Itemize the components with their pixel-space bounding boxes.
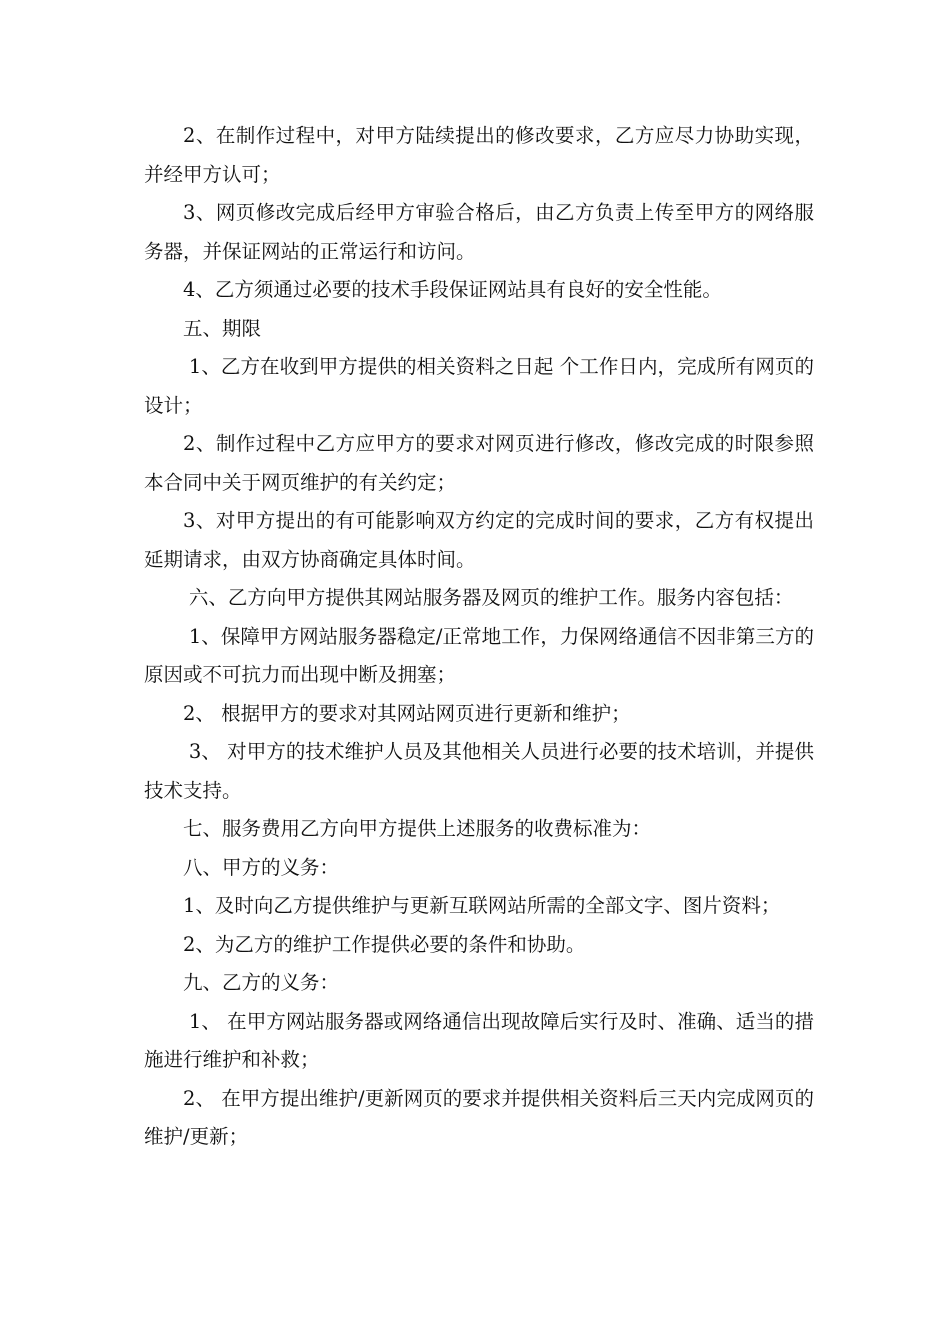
paragraph: 4、乙方须通过必要的技术手段保证网站具有良好的安全性能。: [183, 278, 722, 301]
paragraph: 2、 根据甲方的要求对其网站网页进行更新和维护；: [183, 701, 631, 725]
paragraph: 1、 在甲方网站服务器或网络通信出现故障后实行及时、准确、适当的措施进行维护和补救；: [144, 1009, 814, 1071]
paragraph: 3、对甲方提出的有可能影响双方约定的完成时间的要求，乙方有权提出延期请求，由双方协商确定具体时间。: [144, 509, 814, 571]
paragraph: 3、网页修改完成后经甲方审验合格后，由乙方负责上传至甲方的网络服务器，并保证网站的正常运行和访问。: [144, 201, 814, 263]
paragraph: 1、乙方在收到甲方提供的相关资料之日起 个工作日内，完成所有网页的设计；: [144, 355, 814, 417]
section-heading: 六、乙方向甲方提供其网站服务器及网页的维护工作。服务内容包括：: [188, 586, 794, 609]
paragraph: 1、保障甲方网站服务器稳定/正常地工作，力保网络通信不因非第三方的原因或不可抗力而出现中断及拥塞；: [144, 624, 814, 686]
paragraph: 3、 对甲方的技术维护人员及其他相关人员进行必要的技术培训，并提供技术支持。: [144, 740, 814, 802]
section-heading: 七、服务费用乙方向甲方提供上述服务的收费标准为：: [183, 817, 652, 840]
paragraph: 2、为乙方的维护工作提供必要的条件和协助。: [183, 932, 586, 956]
section-heading: 九、乙方的义务：: [183, 971, 340, 994]
paragraph: 2、 在甲方提出维护/更新网页的要求并提供相关资料后三天内完成网页的维护/更新；: [144, 1086, 814, 1148]
document-body: [144, 117, 814, 1157]
section-heading: 八、甲方的义务：: [183, 855, 340, 879]
section-heading: 五、期限: [183, 316, 262, 340]
paragraph: 2、在制作过程中，对甲方陆续提出的修改要求，乙方应尽力协助实现，并经甲方认可；: [144, 124, 814, 186]
paragraph: 1、及时向乙方提供维护与更新互联网站所需的全部文字、图片资料；: [183, 894, 781, 917]
paragraph: 2、制作过程中乙方应甲方的要求对网页进行修改，修改完成的时限参照本合同中关于网页维护的有关约定；: [144, 432, 814, 494]
